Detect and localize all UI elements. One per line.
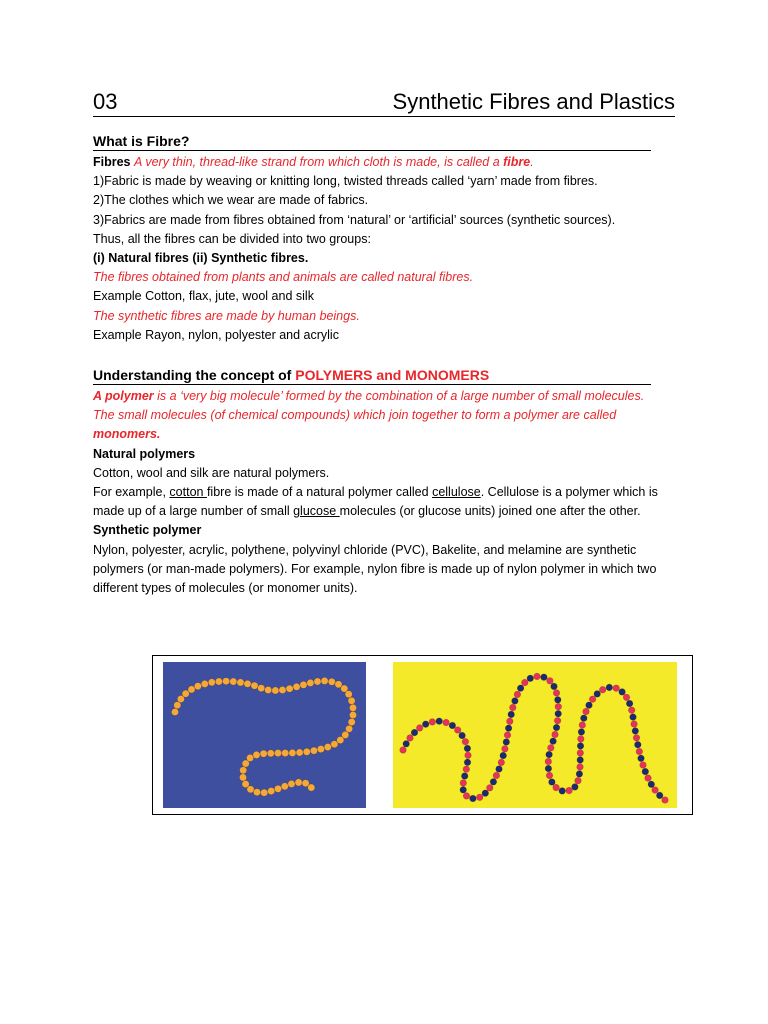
def-text: A very thin, thread-like strand from which cloth is made, is called a: [134, 155, 504, 169]
bead: [575, 777, 582, 784]
bead: [411, 729, 418, 736]
bead: [239, 774, 246, 781]
ex-b: fibre is made of a natural polymer called: [206, 485, 433, 500]
synthetic-fibre-example: Example Rayon, nylon, polyester and acrylic: [93, 327, 339, 342]
ex-cellulose: cellulose: [432, 485, 481, 500]
bead: [577, 764, 584, 771]
bead: [635, 741, 642, 748]
natural-polymer-image: [163, 662, 366, 808]
bead: [307, 679, 314, 686]
bead: [288, 780, 295, 787]
bead: [407, 735, 414, 742]
bead-chain-orange: [163, 662, 366, 808]
bead: [348, 697, 355, 704]
bead: [295, 779, 302, 786]
cellulose-example: [93, 483, 675, 521]
bead: [551, 683, 558, 690]
bead: [553, 724, 560, 731]
bead: [632, 728, 639, 735]
bead: [260, 750, 267, 757]
point-2: 2)The clothes which we wear are made of fabrics.: [93, 193, 369, 208]
bead: [436, 718, 443, 725]
bead: [403, 741, 410, 748]
bead: [258, 685, 265, 692]
bead: [586, 702, 593, 709]
bead: [459, 732, 466, 739]
bead: [638, 755, 645, 762]
bead: [251, 682, 258, 689]
bead: [310, 747, 317, 754]
bead: [555, 697, 562, 704]
bead: [628, 707, 635, 714]
ex-a: For example,: [93, 485, 170, 500]
bead: [244, 680, 251, 687]
polymer-figure: [152, 655, 693, 815]
bead: [619, 689, 626, 696]
bead: [577, 757, 584, 764]
ex-c: . Cellulose is a polymer which is made up of a large number of small: [93, 485, 658, 519]
bead: [223, 678, 230, 685]
bead: [559, 788, 566, 795]
bead-chain-alternating: [393, 662, 677, 808]
bead: [281, 783, 288, 790]
polymer-definition: [93, 387, 675, 406]
synthetic-fibre-def: The synthetic fibres are made by human beings.: [93, 308, 360, 323]
bead: [630, 714, 637, 721]
point-3: 3)Fabrics are made from fibres obtained from ‘natural’ or ‘artificial’ sources (synthetic sources).: [93, 212, 616, 227]
bead: [508, 711, 515, 718]
bead: [633, 735, 640, 742]
bead: [583, 708, 590, 715]
bead: [578, 729, 585, 736]
bead: [576, 771, 583, 778]
bead: [293, 683, 300, 690]
monomer-term: monomers.: [93, 427, 161, 442]
groups-list: (i) Natural fibres (ii) Synthetic fibres.: [93, 251, 309, 266]
polymer-def: is a ‘very big molecule’ formed by the combination of a large number of small molecules.: [153, 389, 645, 404]
chapter-header: [93, 88, 675, 117]
bead: [546, 772, 553, 779]
bead: [328, 678, 335, 685]
def-end: .: [530, 155, 534, 169]
synthetic-polymer-image: [393, 662, 677, 808]
bead: [208, 679, 215, 686]
ex-d: molecules (or glucose units) joined one after the other.: [339, 504, 641, 519]
bead: [321, 677, 328, 684]
bead: [599, 686, 606, 693]
bead: [274, 785, 281, 792]
chapter-number: 03: [93, 89, 118, 114]
bead: [314, 678, 321, 685]
bead: [553, 784, 560, 791]
bead: [279, 686, 286, 693]
bead: [463, 766, 470, 773]
bead: [261, 789, 268, 796]
def-label: Fibres: [93, 155, 134, 169]
bead: [548, 745, 555, 752]
monomer-def: The small molecules (of chemical compounds) which join together to form a polymer are called: [93, 408, 617, 423]
bead: [640, 762, 647, 769]
bead: [230, 678, 237, 685]
bead: [215, 678, 222, 685]
bead: [623, 694, 630, 701]
bead: [613, 685, 620, 692]
bead: [589, 696, 596, 703]
bead: [201, 680, 208, 687]
bead: [317, 746, 324, 753]
bead: [549, 779, 556, 786]
bead: [272, 687, 279, 694]
bead: [555, 703, 562, 710]
bead: [500, 752, 507, 759]
def-term: fibre: [503, 155, 531, 169]
bead: [240, 767, 247, 774]
bead: [429, 719, 436, 726]
bead: [237, 679, 244, 686]
document-page: [93, 88, 675, 598]
section-title-polymers: [93, 367, 651, 385]
bead: [331, 741, 338, 748]
bead: [454, 727, 461, 734]
bead: [578, 736, 585, 743]
bead: [345, 691, 352, 698]
bead: [631, 721, 638, 728]
bead: [550, 738, 557, 745]
bead: [188, 686, 195, 693]
bead: [242, 760, 249, 767]
bead: [662, 797, 669, 804]
bead: [493, 772, 500, 779]
bead: [324, 744, 331, 751]
bead: [555, 710, 562, 717]
bead: [253, 751, 260, 758]
bead: [577, 750, 584, 757]
fibre-definition: [93, 153, 675, 172]
bead: [642, 768, 649, 775]
bead: [462, 738, 469, 745]
synthetic-polymer-heading: Synthetic polymer: [93, 523, 202, 538]
bead: [572, 784, 579, 791]
bead: [296, 749, 303, 756]
bead: [308, 784, 315, 791]
natural-fibre-example: Example Cotton, flax, jute, wool and silk: [93, 289, 314, 304]
bead: [461, 773, 468, 780]
bead: [463, 793, 470, 800]
monomer-definition: [93, 406, 675, 444]
bead: [487, 785, 494, 792]
bead: [422, 721, 429, 728]
bead: [470, 795, 477, 802]
bead: [566, 787, 573, 794]
bead: [502, 746, 509, 753]
bead: [626, 700, 633, 707]
bead: [648, 781, 655, 788]
bead: [496, 766, 503, 773]
bead: [464, 759, 471, 766]
bead: [300, 681, 307, 688]
bead: [460, 780, 467, 787]
bead: [581, 715, 588, 722]
bead: [171, 708, 178, 715]
bead: [274, 750, 281, 757]
bead: [349, 704, 356, 711]
ex-glucose: glucose: [293, 504, 340, 519]
bead: [464, 745, 471, 752]
bead: [348, 719, 355, 726]
bead: [349, 711, 356, 718]
bead: [267, 750, 274, 757]
bead: [476, 794, 483, 801]
ex-cotton: cotton: [169, 485, 207, 500]
groups-intro: Thus, all the fibres can be divided into two groups:: [93, 231, 371, 246]
bead: [465, 752, 472, 759]
bead: [577, 743, 584, 750]
section-title-fibre: What is Fibre?: [93, 133, 651, 151]
bead: [505, 725, 512, 732]
bead: [579, 722, 586, 729]
bead: [546, 751, 553, 758]
bead: [545, 765, 552, 772]
bead: [545, 758, 552, 765]
bead: [512, 698, 519, 705]
bead: [282, 750, 289, 757]
bead: [247, 786, 254, 793]
bead: [253, 789, 260, 796]
bead: [490, 779, 497, 786]
bead: [416, 725, 423, 732]
bead: [606, 684, 613, 691]
bead: [303, 748, 310, 755]
title-highlight: POLYMERS and MONOMERS: [295, 367, 490, 384]
bead: [503, 739, 510, 746]
bead: [286, 685, 293, 692]
bead: [510, 704, 517, 711]
chapter-title: Synthetic Fibres and Plastics: [392, 89, 675, 114]
synthetic-polymer-text: Nylon, polyester, acrylic, polythene, polyvinyl chloride (PVC), Bakelite, and melamine are synthetic polymers (or man-made polymers). For example, nylon fibre is made up of nylon polymer in which two different types of molecules (or monomer units).: [93, 542, 657, 596]
bead: [268, 788, 275, 795]
bead: [514, 691, 521, 698]
natural-polymers-line: Cotton, wool and silk are natural polymers.: [93, 465, 330, 480]
bead: [552, 731, 559, 738]
natural-fibre-def: The fibres obtained from plants and animals are called natural fibres.: [93, 270, 474, 285]
polymer-term: A polymer: [93, 389, 154, 404]
bead: [265, 686, 272, 693]
bead: [482, 790, 489, 797]
bead: [517, 685, 524, 692]
bead: [636, 748, 643, 755]
bead: [507, 718, 514, 725]
bead: [504, 732, 511, 739]
bead: [553, 690, 560, 697]
bead: [498, 759, 505, 766]
bead: [194, 683, 201, 690]
title-prefix: Understanding the concept of: [93, 367, 296, 384]
bead: [460, 787, 467, 794]
bead: [645, 775, 652, 782]
bead: [527, 675, 534, 682]
bead: [594, 691, 601, 698]
bead: [400, 747, 407, 754]
bead: [547, 678, 554, 685]
bead: [522, 679, 529, 686]
bead: [449, 722, 456, 729]
bead: [554, 717, 561, 724]
bead: [652, 787, 659, 794]
bead: [289, 749, 296, 756]
bead: [541, 674, 548, 681]
bead: [534, 673, 541, 680]
bead: [443, 719, 450, 726]
point-1: 1)Fabric is made by weaving or knitting long, twisted threads called ‘yarn’ made from fibres.: [93, 174, 598, 189]
bead: [656, 792, 663, 799]
natural-polymers-heading: Natural polymers: [93, 446, 196, 461]
